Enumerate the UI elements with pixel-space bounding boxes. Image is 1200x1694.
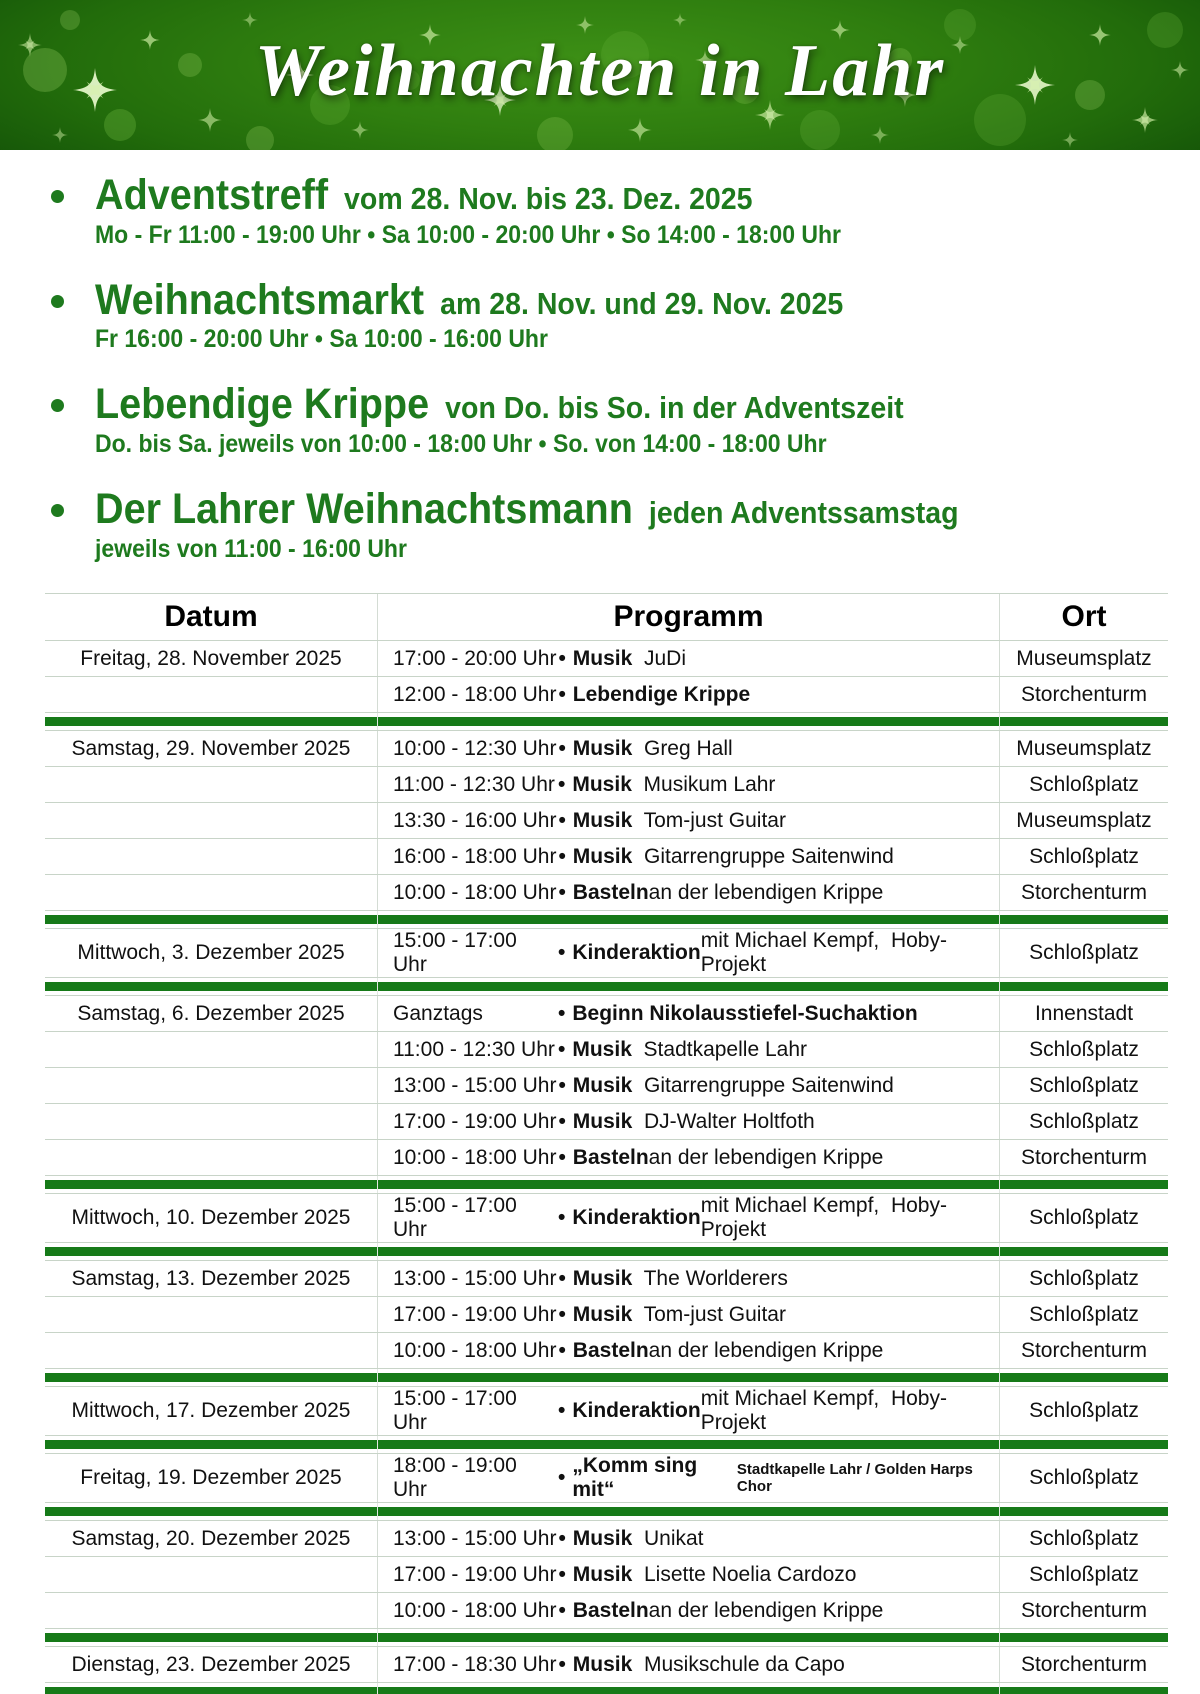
separator-bar	[1000, 982, 1168, 991]
separator-cell	[45, 1243, 378, 1260]
separator-bar	[1000, 1687, 1168, 1694]
separator-bar	[378, 915, 999, 924]
separator-cell	[378, 1683, 1000, 1694]
event-time: 16:00 - 18:00 Uhr	[393, 844, 557, 868]
table-row	[45, 731, 1168, 767]
event-date	[45, 1593, 378, 1628]
event-program	[378, 1297, 1000, 1332]
bokeh-dot	[246, 126, 274, 150]
bullet-separator: •	[558, 682, 566, 706]
event-desc: Stadtkapelle Lahr / Golden Harps Chor	[736, 1461, 973, 1496]
table-row	[45, 1593, 1168, 1629]
event-date: Mittwoch, 10. Dezember 2025	[45, 1194, 378, 1242]
bullet-separator: •	[558, 1562, 566, 1586]
group-separator	[45, 1243, 1168, 1261]
banner	[0, 0, 1200, 150]
event-label: Lebendige Krippe	[572, 682, 751, 706]
separator-bar	[45, 1633, 377, 1642]
event-time: 13:00 - 15:00 Uhr	[393, 1526, 557, 1550]
table-row	[45, 1333, 1168, 1369]
separator-bar	[1000, 1373, 1168, 1382]
event-desc: Greg Hall	[632, 736, 733, 760]
bokeh-dot	[537, 117, 573, 150]
bullet-separator: •	[558, 1145, 566, 1169]
separator-cell	[1000, 1176, 1168, 1193]
event-time: 10:00 - 18:00 Uhr	[393, 1338, 557, 1362]
event-time: Ganztags	[393, 1001, 483, 1025]
separator-bar	[378, 717, 999, 726]
event-date	[45, 1140, 378, 1175]
intro-list	[0, 150, 1200, 563]
star-icon	[1062, 132, 1078, 148]
group-separator	[45, 1176, 1168, 1194]
event-date	[45, 1557, 378, 1592]
table-row	[45, 1557, 1168, 1593]
event-desc: an der lebendigen Krippe	[648, 1338, 884, 1362]
event-date: Samstag, 13. Dezember 2025	[45, 1261, 378, 1296]
separator-cell	[1000, 911, 1168, 928]
intro-times: Fr 16:00 - 20:00 Uhr • Sa 10:00 - 16:00 Uhr	[95, 325, 548, 354]
separator-cell	[45, 1176, 378, 1193]
star-icon	[52, 127, 68, 143]
intro-times: jeweils von 11:00 - 16:00 Uhr	[95, 534, 407, 563]
separator-bar	[45, 1247, 377, 1256]
event-date	[45, 1333, 378, 1368]
event-time: 17:00 - 18:30 Uhr	[393, 1652, 557, 1676]
separator-cell	[378, 1629, 1000, 1646]
star-icon	[871, 126, 889, 144]
event-program	[378, 1194, 1000, 1242]
group-separator	[45, 1503, 1168, 1521]
event-desc: an der lebendigen Krippe	[648, 1598, 884, 1622]
event-program	[378, 1521, 1000, 1556]
event-location: Storchenturm	[1020, 1145, 1148, 1169]
separator-bar	[378, 982, 999, 991]
event-time: 13:00 - 15:00 Uhr	[393, 1266, 557, 1290]
separator-cell	[45, 1503, 378, 1520]
event-location: Schloßplatz	[1029, 1302, 1139, 1326]
schedule-table	[45, 593, 1168, 1694]
separator-bar	[378, 1440, 999, 1449]
separator-cell	[378, 1176, 1000, 1193]
event-time: 17:00 - 19:00 Uhr	[393, 1109, 557, 1133]
event-desc: Musikum Lahr	[631, 772, 776, 796]
event-date: Freitag, 28. November 2025	[45, 641, 378, 676]
separator-bar	[378, 1633, 999, 1642]
event-time: 13:00 - 15:00 Uhr	[393, 1073, 557, 1097]
intro-heading	[95, 275, 1112, 324]
event-date	[45, 875, 378, 910]
separator-bar	[45, 1180, 377, 1189]
event-label: Kinderaktion	[572, 1399, 701, 1423]
event-date: Samstag, 20. Dezember 2025	[45, 1521, 378, 1556]
event-program	[378, 875, 1000, 910]
bullet-dot-icon	[51, 504, 64, 517]
event-label: Kinderaktion	[572, 941, 701, 965]
table-row	[45, 1647, 1168, 1683]
event-program	[378, 1104, 1000, 1139]
event-location: Storchenturm	[1020, 1338, 1148, 1362]
bullet-separator: •	[558, 1037, 566, 1061]
event-location: Museumsplatz	[1016, 808, 1152, 832]
event-date: Samstag, 29. November 2025	[45, 731, 378, 766]
table-row	[45, 641, 1168, 677]
separator-bar	[45, 1373, 377, 1382]
intro-subtitle: vom 28. Nov. bis 23. Dez. 2025	[344, 181, 753, 216]
separator-cell	[378, 978, 1000, 995]
separator-bar	[45, 1440, 377, 1449]
event-time: 10:00 - 18:00 Uhr	[393, 1145, 557, 1169]
event-label: Musik	[572, 736, 633, 760]
intro-subtitle: am 28. Nov. und 29. Nov. 2025	[440, 285, 844, 321]
group-separator	[45, 978, 1168, 996]
bullet-separator: •	[558, 808, 566, 832]
separator-cell	[45, 1629, 378, 1646]
event-label: Beginn Nikolausstiefel-Suchaktion	[572, 1001, 918, 1025]
event-program	[378, 1068, 1000, 1103]
separator-bar	[45, 717, 377, 726]
event-program	[378, 677, 1000, 712]
event-location: Storchenturm	[1020, 1652, 1148, 1676]
separator-cell	[45, 1683, 378, 1694]
event-label: Musik	[572, 1302, 633, 1326]
separator-bar	[378, 1180, 999, 1189]
separator-cell	[45, 1436, 378, 1453]
event-time: 13:30 - 16:00 Uhr	[393, 808, 557, 832]
event-time: 10:00 - 12:30 Uhr	[393, 736, 557, 760]
event-time: 17:00 - 20:00 Uhr	[393, 646, 557, 670]
table-row	[45, 677, 1168, 713]
event-program	[378, 1454, 1000, 1502]
bullet-separator: •	[558, 772, 566, 796]
intro-times: Do. bis Sa. jeweils von 10:00 - 18:00 Uhr • So. von 14:00 - 18:00 Uhr	[95, 430, 827, 459]
event-label: Basteln	[572, 880, 649, 904]
separator-cell	[1000, 713, 1168, 730]
event-time: 11:00 - 12:30 Uhr	[393, 1037, 555, 1061]
separator-cell	[378, 713, 1000, 730]
event-program	[378, 1647, 1000, 1682]
event-desc: Lisette Noelia Cardozo	[632, 1562, 857, 1586]
event-desc: Gitarrengruppe Saitenwind	[632, 1073, 894, 1097]
event-label: Musik	[572, 1266, 633, 1290]
bokeh-dot	[60, 10, 80, 30]
table-row	[45, 1387, 1168, 1436]
table-row	[45, 839, 1168, 875]
bullet-separator: •	[558, 1598, 566, 1622]
separator-cell	[378, 1503, 1000, 1520]
event-location: Innenstadt	[1034, 1001, 1134, 1025]
bullet-separator: •	[558, 1466, 566, 1490]
table-row	[45, 803, 1168, 839]
event-date	[45, 1297, 378, 1332]
bullet-separator: •	[558, 1001, 566, 1025]
intro-subtitle: von Do. bis So. in der Adventszeit	[445, 390, 904, 426]
separator-bar	[378, 1247, 999, 1256]
bullet-separator: •	[558, 1338, 566, 1362]
page-title: Weihnachten in Lahr	[254, 30, 946, 113]
bullet-separator: •	[558, 941, 566, 965]
table-body	[45, 641, 1168, 1694]
event-time: 17:00 - 19:00 Uhr	[393, 1302, 557, 1326]
event-location: Schloßplatz	[1029, 1466, 1139, 1490]
event-time: 18:00 - 19:00 Uhr	[393, 1454, 517, 1502]
event-program	[378, 1140, 1000, 1175]
event-date: Mittwoch, 17. Dezember 2025	[45, 1387, 378, 1435]
event-label: Basteln	[572, 1598, 649, 1622]
event-location: Schloßplatz	[1029, 844, 1139, 868]
event-date	[45, 1104, 378, 1139]
event-date	[45, 1032, 378, 1067]
event-desc: Gitarrengruppe Saitenwind	[632, 844, 894, 868]
group-separator	[45, 1436, 1168, 1454]
star-icon	[242, 12, 258, 28]
event-date: Samstag, 6. Dezember 2025	[45, 996, 378, 1031]
event-desc: JuDi	[632, 646, 686, 670]
event-program	[378, 996, 1000, 1031]
event-label: Basteln	[572, 1145, 649, 1169]
separator-cell	[1000, 1503, 1168, 1520]
bokeh-dot	[800, 110, 840, 150]
intro-title: Lebendige Krippe	[95, 380, 430, 429]
event-date: Freitag, 19. Dezember 2025	[45, 1454, 378, 1502]
event-desc: mit Michael Kempf, Hoby-Projekt	[700, 1194, 947, 1242]
event-date	[45, 839, 378, 874]
event-desc: Tom-just Guitar	[632, 808, 786, 832]
event-location: Storchenturm	[1020, 1598, 1148, 1622]
column-header-datum: Datum	[45, 594, 378, 640]
event-location: Museumsplatz	[1016, 646, 1152, 670]
event-desc: mit Michael Kempf, Hoby-Projekt	[700, 1387, 947, 1435]
intro-item-adventstreff	[45, 171, 1200, 250]
separator-cell	[1000, 1629, 1168, 1646]
separator-cell	[1000, 1369, 1168, 1386]
intro-title: Weihnachtsmarkt	[95, 275, 425, 324]
event-location: Storchenturm	[1020, 880, 1148, 904]
event-date: Mittwoch, 3. Dezember 2025	[45, 929, 378, 977]
bullet-separator: •	[558, 844, 566, 868]
event-time: 12:00 - 18:00 Uhr	[393, 682, 557, 706]
intro-title: Der Lahrer Weihnachtsmann	[95, 484, 633, 533]
event-desc: The Worlderers	[632, 1266, 788, 1290]
table-row	[45, 929, 1168, 978]
event-label: Musik	[572, 1562, 633, 1586]
event-program	[378, 1593, 1000, 1628]
separator-bar	[1000, 1440, 1168, 1449]
event-time: 11:00 - 12:30 Uhr	[393, 772, 555, 796]
event-time: 15:00 - 17:00 Uhr	[393, 929, 517, 977]
separator-bar	[45, 1687, 377, 1694]
event-label: „Komm sing mit“	[572, 1454, 698, 1502]
bullet-separator: •	[558, 736, 566, 760]
separator-cell	[45, 911, 378, 928]
intro-item-weihnachtsmann	[45, 484, 1200, 564]
separator-cell	[378, 1243, 1000, 1260]
table-row	[45, 996, 1168, 1032]
event-label: Musik	[572, 1652, 633, 1676]
bullet-dot-icon	[51, 190, 64, 203]
intro-item-lebendige-krippe	[45, 380, 1200, 459]
event-program	[378, 731, 1000, 766]
event-label: Basteln	[572, 1338, 649, 1362]
separator-bar	[45, 982, 377, 991]
table-row	[45, 767, 1168, 803]
bullet-separator: •	[558, 1302, 566, 1326]
star-icon	[673, 13, 687, 27]
group-separator	[45, 713, 1168, 731]
separator-bar	[1000, 717, 1168, 726]
group-separator	[45, 911, 1168, 929]
event-label: Kinderaktion	[572, 1206, 701, 1230]
event-location: Schloßplatz	[1029, 1109, 1139, 1133]
event-program	[378, 767, 1000, 802]
table-row	[45, 1521, 1168, 1557]
event-time: 15:00 - 17:00 Uhr	[393, 1387, 517, 1435]
event-program	[378, 1261, 1000, 1296]
event-label: Musik	[572, 772, 632, 796]
event-desc: Musikschule da Capo	[632, 1652, 845, 1676]
table-row	[45, 1297, 1168, 1333]
separator-cell	[45, 978, 378, 995]
event-program	[378, 1557, 1000, 1592]
event-location: Schloßplatz	[1029, 772, 1139, 796]
event-location: Schloßplatz	[1029, 1562, 1139, 1586]
bullet-dot-icon	[51, 295, 64, 308]
event-location: Schloßplatz	[1029, 1266, 1139, 1290]
separator-cell	[378, 1369, 1000, 1386]
separator-cell	[45, 713, 378, 730]
event-label: Musik	[572, 1526, 633, 1550]
event-label: Musik	[572, 1109, 633, 1133]
event-location: Schloßplatz	[1029, 1073, 1139, 1097]
star-icon	[628, 118, 652, 142]
event-location: Museumsplatz	[1016, 736, 1152, 760]
intro-heading	[95, 171, 1112, 219]
separator-bar	[1000, 1507, 1168, 1516]
event-desc: DJ-Walter Holtfoth	[632, 1109, 815, 1133]
bullet-separator: •	[558, 646, 566, 670]
bullet-separator: •	[558, 1109, 566, 1133]
event-time: 15:00 - 17:00 Uhr	[393, 1194, 517, 1242]
event-time: 17:00 - 19:00 Uhr	[393, 1562, 557, 1586]
table-row	[45, 1194, 1168, 1243]
event-label: Musik	[572, 808, 633, 832]
separator-bar	[1000, 1180, 1168, 1189]
table-row	[45, 1261, 1168, 1297]
event-program	[378, 929, 1000, 977]
separator-cell	[378, 1436, 1000, 1453]
event-program	[378, 803, 1000, 838]
column-header-ort: Ort	[1061, 600, 1107, 634]
intro-subtitle: jeden Adventssamstag	[648, 494, 959, 530]
table-header-row	[45, 594, 1168, 641]
table-row	[45, 1454, 1168, 1503]
event-label: Musik	[572, 646, 633, 670]
event-location: Schloßplatz	[1029, 1399, 1139, 1423]
event-desc: an der lebendigen Krippe	[648, 1145, 884, 1169]
event-label: Musik	[572, 844, 633, 868]
event-time: 10:00 - 18:00 Uhr	[393, 880, 557, 904]
event-program	[378, 1032, 1000, 1067]
event-label: Musik	[572, 1037, 632, 1061]
intro-title: Adventstreff	[95, 171, 329, 219]
bullet-separator: •	[558, 1652, 566, 1676]
table-row	[45, 1104, 1168, 1140]
separator-cell	[1000, 978, 1168, 995]
table-row	[45, 1032, 1168, 1068]
event-date	[45, 803, 378, 838]
event-desc: Tom-just Guitar	[632, 1302, 786, 1326]
intro-item-weihnachtsmarkt	[45, 275, 1200, 355]
bullet-separator: •	[558, 880, 566, 904]
event-location: Schloßplatz	[1029, 1526, 1139, 1550]
event-desc: an der lebendigen Krippe	[648, 880, 884, 904]
separator-bar	[378, 1373, 999, 1382]
bullet-separator: •	[558, 1206, 566, 1230]
group-separator	[45, 1369, 1168, 1387]
separator-bar	[1000, 915, 1168, 924]
event-label: Musik	[572, 1073, 633, 1097]
event-location: Schloßplatz	[1029, 941, 1139, 965]
group-separator	[45, 1629, 1168, 1647]
event-date: Dienstag, 23. Dezember 2025	[45, 1647, 378, 1682]
event-date	[45, 767, 378, 802]
table-row	[45, 1068, 1168, 1104]
event-location: Schloßplatz	[1029, 1206, 1139, 1230]
bullet-separator: •	[558, 1073, 566, 1097]
event-desc: mit Michael Kempf, Hoby-Projekt	[700, 929, 947, 977]
event-program	[378, 641, 1000, 676]
separator-bar	[1000, 1633, 1168, 1642]
separator-cell	[1000, 1436, 1168, 1453]
event-program	[378, 1387, 1000, 1435]
column-header-programm: Programm	[378, 594, 1000, 640]
separator-cell	[45, 1369, 378, 1386]
intro-heading	[95, 484, 1112, 533]
separator-bar	[1000, 1247, 1168, 1256]
intro-times: Mo - Fr 11:00 - 19:00 Uhr • Sa 10:00 - 20:00 Uhr • So 14:00 - 18:00 Uhr	[95, 220, 842, 249]
separator-cell	[1000, 1683, 1168, 1694]
separator-bar	[378, 1687, 999, 1694]
bullet-separator: •	[558, 1266, 566, 1290]
star-icon	[351, 121, 369, 139]
event-desc: Unikat	[632, 1526, 704, 1550]
event-desc: Stadtkapelle Lahr	[631, 1037, 807, 1061]
bullet-separator: •	[558, 1526, 566, 1550]
separator-cell	[378, 911, 1000, 928]
event-location: Storchenturm	[1020, 682, 1148, 706]
intro-heading	[95, 380, 1112, 429]
event-date	[45, 1068, 378, 1103]
table-row	[45, 875, 1168, 911]
separator-bar	[45, 915, 377, 924]
separator-bar	[378, 1507, 999, 1516]
bullet-dot-icon	[51, 399, 64, 412]
table-row	[45, 1140, 1168, 1176]
event-location: Schloßplatz	[1029, 1037, 1139, 1061]
separator-cell	[1000, 1243, 1168, 1260]
event-program	[378, 1333, 1000, 1368]
group-separator	[45, 1683, 1168, 1694]
event-time: 10:00 - 18:00 Uhr	[393, 1598, 557, 1622]
event-program	[378, 839, 1000, 874]
separator-bar	[45, 1507, 377, 1516]
event-date	[45, 677, 378, 712]
bullet-separator: •	[558, 1399, 566, 1423]
